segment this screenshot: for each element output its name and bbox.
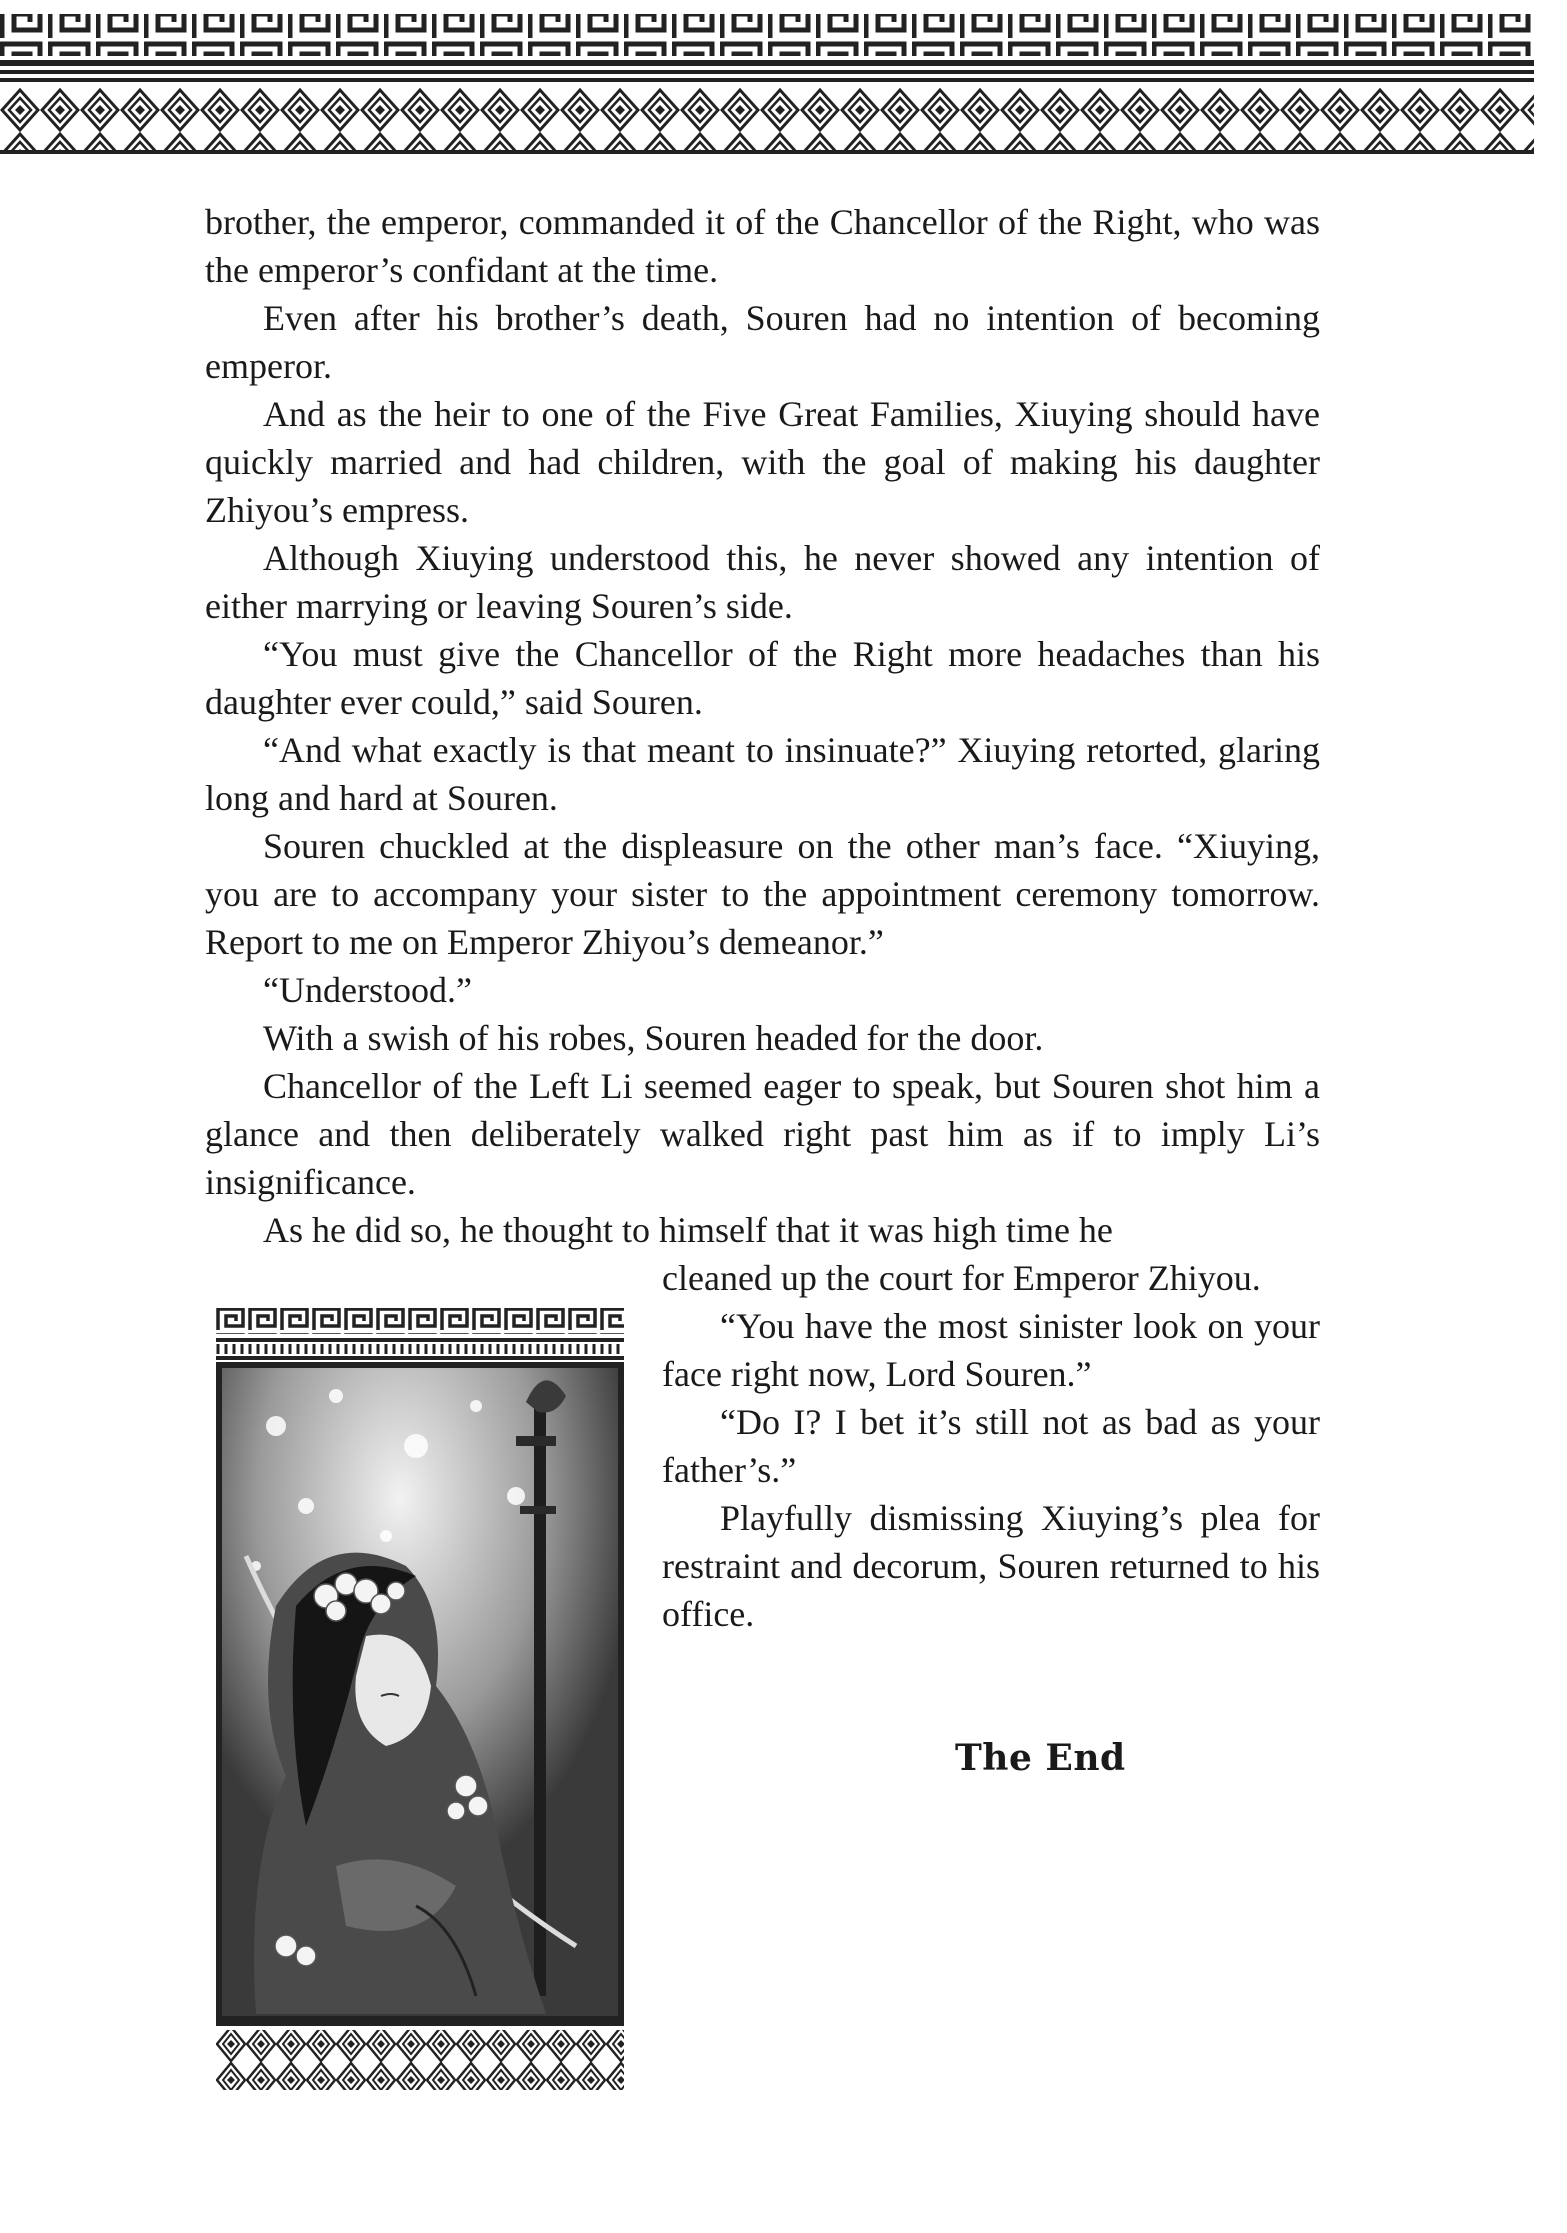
paragraph: Souren chuckled at the displeasure on the other man’s face. “Xiuying, you are to accompany your sister to the appointment ceremony tomorrow. Report to me on Emperor Zhiyou’s demeanor.” <box>205 826 1320 962</box>
paragraph: And as the heir to one of the Five Great Families, Xiuying should have quickly married and had children, with the goal of making his daughter Zhiyou’s empress. <box>205 394 1320 530</box>
paragraph: With a swish of his robes, Souren headed for the door. <box>263 1018 1044 1058</box>
paragraph: Playfully dismissing Xiuying’s plea for restraint and decorum, Souren returned to his office. <box>662 1498 1320 1634</box>
paragraph: “And what exactly is that meant to insinuate?” Xiuying retorted, glaring long and hard at Souren. <box>205 730 1320 818</box>
paragraph: “Do I? I bet it’s still not as bad as your father’s.” <box>662 1402 1320 1490</box>
paragraph: brother, the emperor, commanded it of the Chancellor of the Right, who was the emperor’s confidant at the time. <box>205 202 1320 290</box>
paragraph: Chancellor of the Left Li seemed eager to speak, but Souren shot him a glance and then deliberately walked right past him as if to imply Li’s insignificance. <box>205 1066 1320 1202</box>
paragraph: “Understood.” <box>263 970 472 1010</box>
paragraph: Although Xiuying understood this, he never showed any intention of either marrying or leaving Souren’s side. <box>205 538 1320 626</box>
paragraph: Even after his brother’s death, Souren had no intention of becoming emperor. <box>205 298 1320 386</box>
paragraph: “You have the most sinister look on your face right now, Lord Souren.” <box>662 1306 1320 1394</box>
body-text-side-column <box>662 1254 1320 1638</box>
the-end-heading: The End <box>955 1737 1126 1779</box>
top-decorative-border <box>0 0 1534 160</box>
paragraph: “You must give the Chancellor of the Right more headaches than his daughter ever could,” said Souren. <box>205 634 1320 722</box>
paragraph: cleaned up the court for Emperor Zhiyou. <box>662 1258 1261 1298</box>
paragraph: As he did so, he thought to himself that it was high time he <box>263 1210 1113 1250</box>
illustration-panel <box>216 1306 624 2092</box>
body-text-full-width <box>205 198 1320 1254</box>
